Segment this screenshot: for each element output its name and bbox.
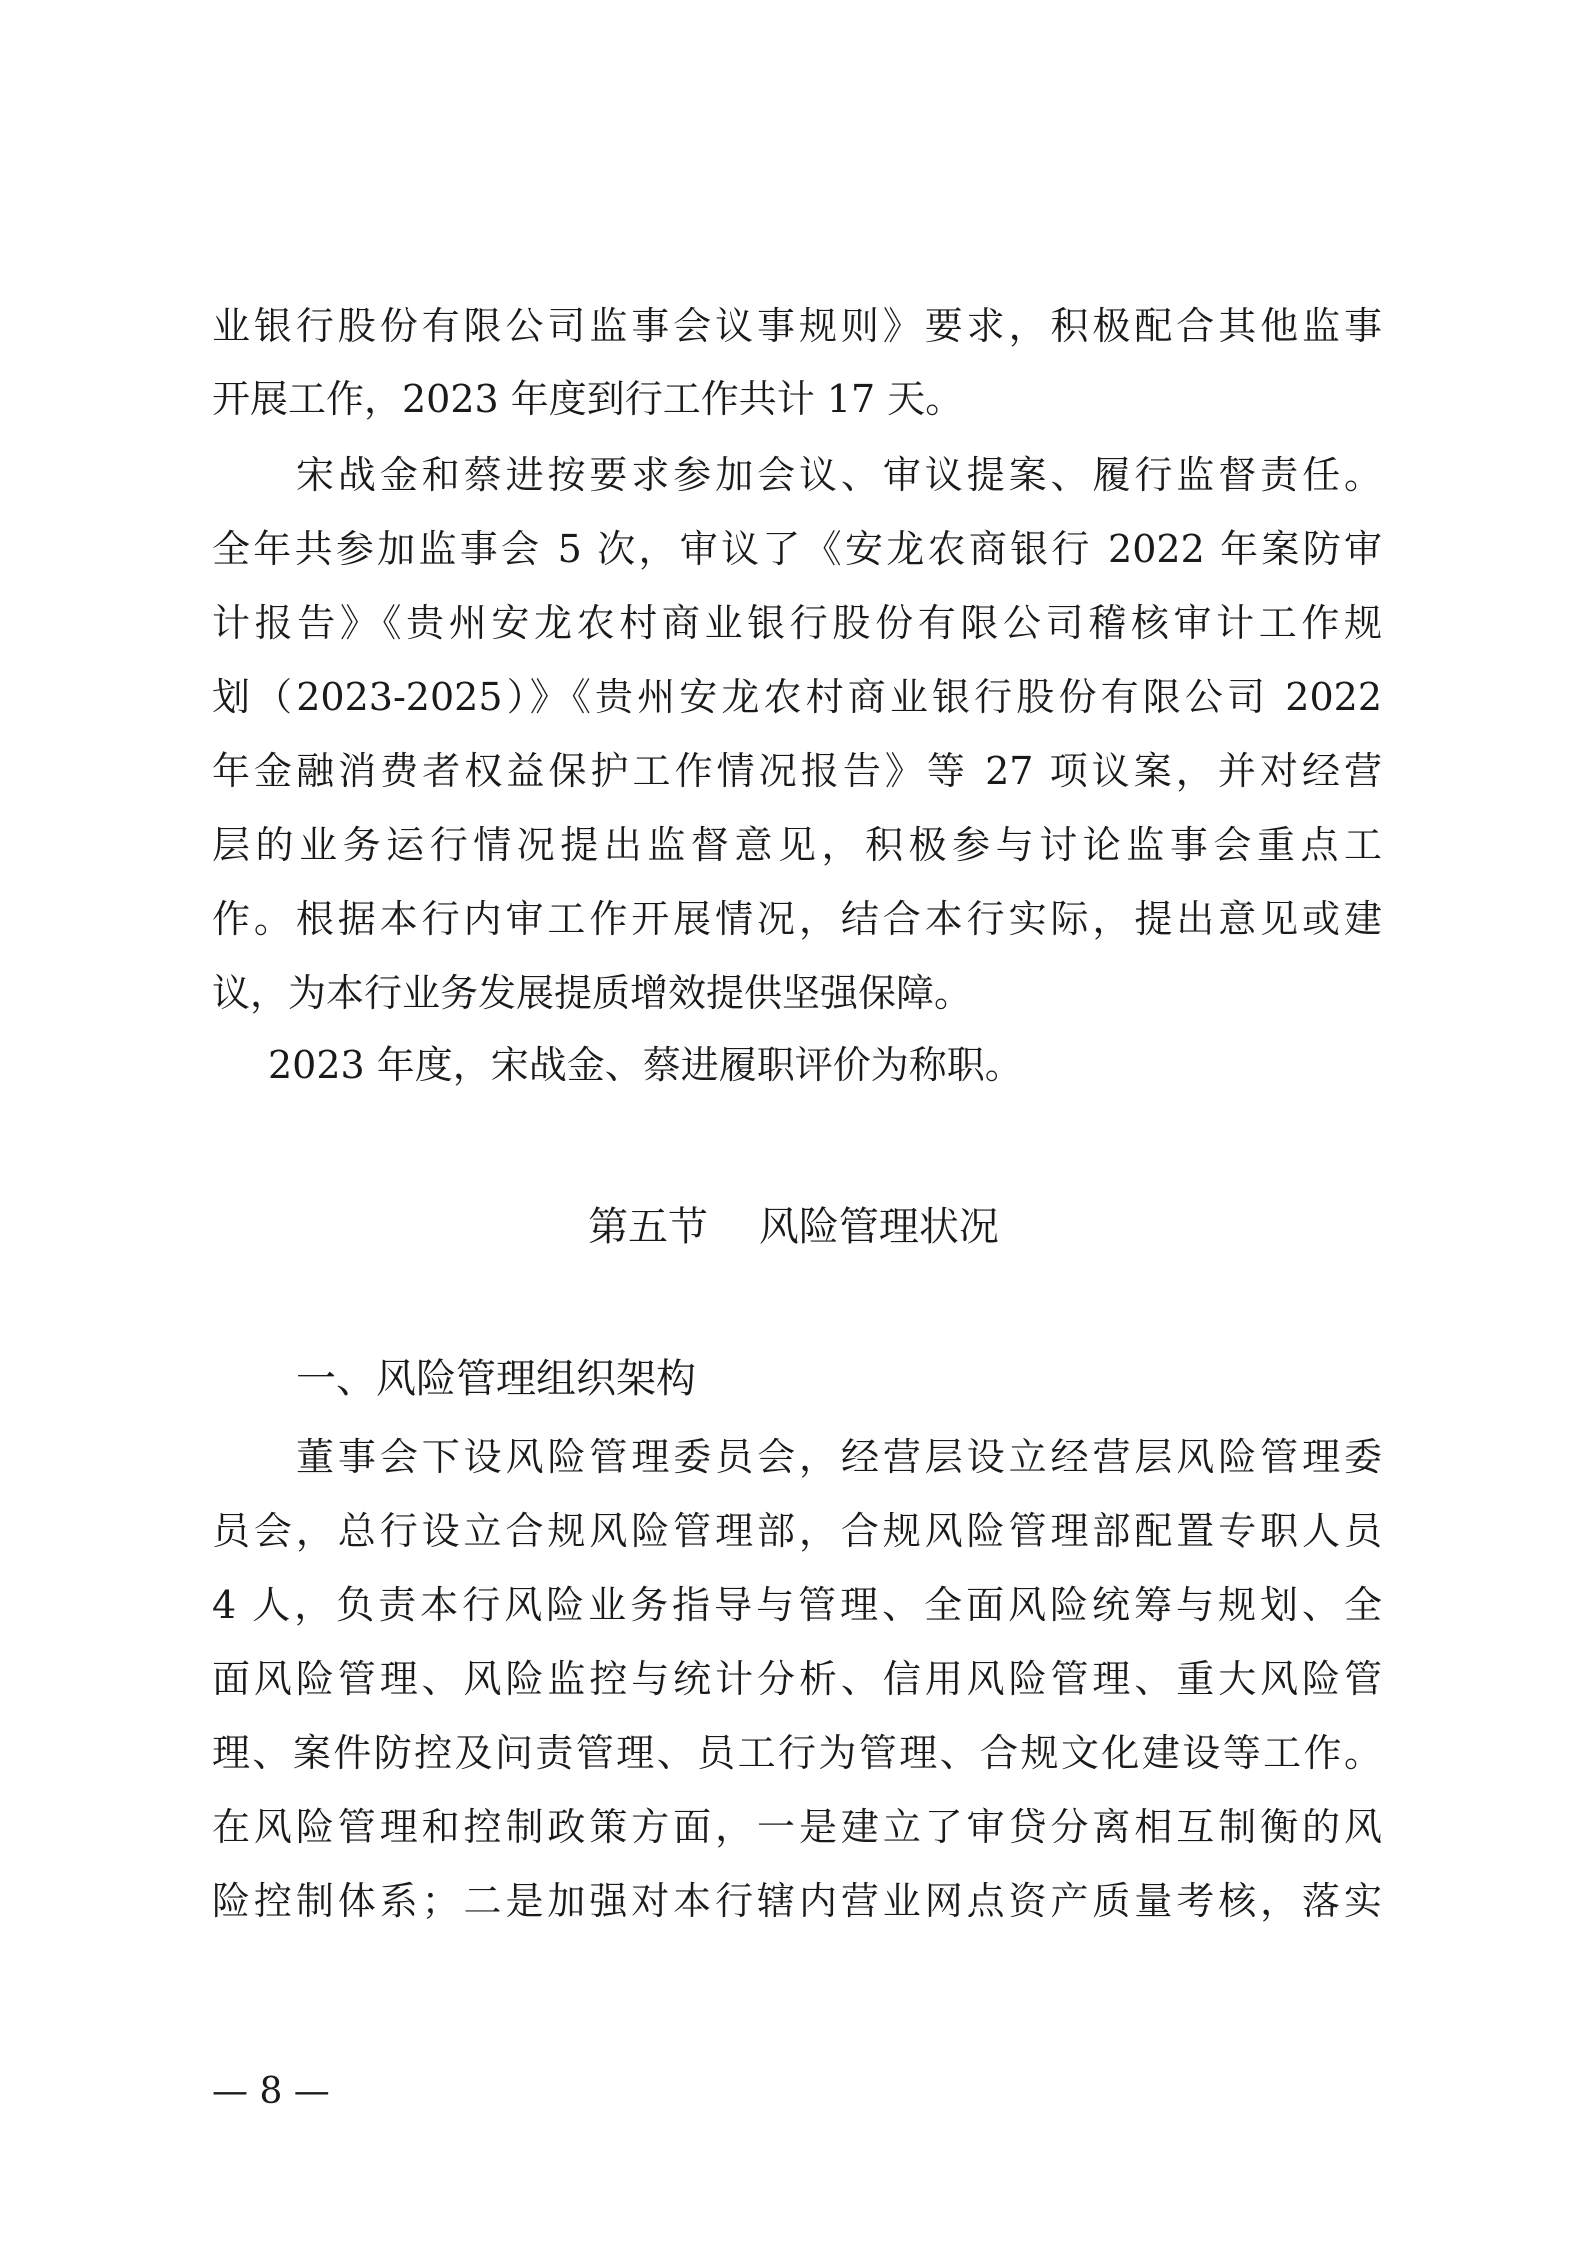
paragraph-line <box>212 1792 1382 1862</box>
text-run: 加强对本行辖内营业网点资产质量考核，落实 <box>547 1879 1382 1923</box>
paragraph-line: 宋战金和蔡进按要求参加会议、审议提案、履行监督责任。 <box>296 453 1382 497</box>
paragraph-line: 作。根据本行内审工作开展情况，结合本行实际，提出意见或建 <box>212 897 1382 941</box>
paragraph-line: 董事会下设风险管理委员会，经营层设立经营层风险管理委 <box>296 1435 1382 1479</box>
paragraph-line: 2023 年度，宋战金、蔡进履职评价为称职。 <box>268 1043 1023 1087</box>
text-run: 险控制体系； <box>212 1879 460 1923</box>
paragraph-line: 全年共参加监事会 5 次，审议了《安龙农商银行 2022 年案防审 <box>212 527 1382 571</box>
paragraph-line: 层的业务运行情况提出监督意见，积极参与讨论监事会重点工 <box>212 823 1382 867</box>
paragraph-line: 年金融消费者权益保护工作情况报告》等 27 项议案，并对经营 <box>212 749 1382 793</box>
paragraph-line <box>212 1866 1382 1936</box>
paragraph-line: 业银行股份有限公司监事会议事规则》要求，积极配合其他监事 <box>212 304 1382 348</box>
paragraph-line: 议，为本行业务发展提质增效提供坚强保障。 <box>212 971 973 1015</box>
subsection-heading: 一、风险管理组织架构 <box>296 1356 696 1402</box>
paragraph-line: 理、案件防控及问责管理、员工行为管理、合规文化建设等工作。 <box>212 1731 1382 1775</box>
text-run: 建立了审贷分离相互制衡的风 <box>840 1805 1382 1849</box>
emphasis-keyword: 一是 <box>757 1805 841 1849</box>
paragraph-line: 计报告》《贵州安龙农村商业银行股份有限公司稽核审计工作规 <box>212 601 1382 645</box>
text-run: 在风险管理和控制政策方面， <box>212 1805 758 1849</box>
section-heading: 第五节 风险管理状况 <box>588 1204 999 1250</box>
page-number: — 8 — <box>212 2071 330 2112</box>
paragraph-line: 面风险管理、风险监控与统计分析、信用风险管理、重大风险管 <box>212 1657 1382 1701</box>
paragraph-line: 4 人，负责本行风险业务指导与管理、全面风险统筹与规划、全 <box>212 1583 1382 1627</box>
emphasis-keyword: 二是 <box>459 1879 548 1923</box>
paragraph-line: 员会，总行设立合规风险管理部，合规风险管理部配置专职人员 <box>212 1509 1382 1553</box>
paragraph-line: 划（2023-2025）》《贵州安龙农村商业银行股份有限公司 2022 <box>212 675 1382 719</box>
paragraph-line: 开展工作，2023 年度到行工作共计 17 天。 <box>212 377 964 421</box>
